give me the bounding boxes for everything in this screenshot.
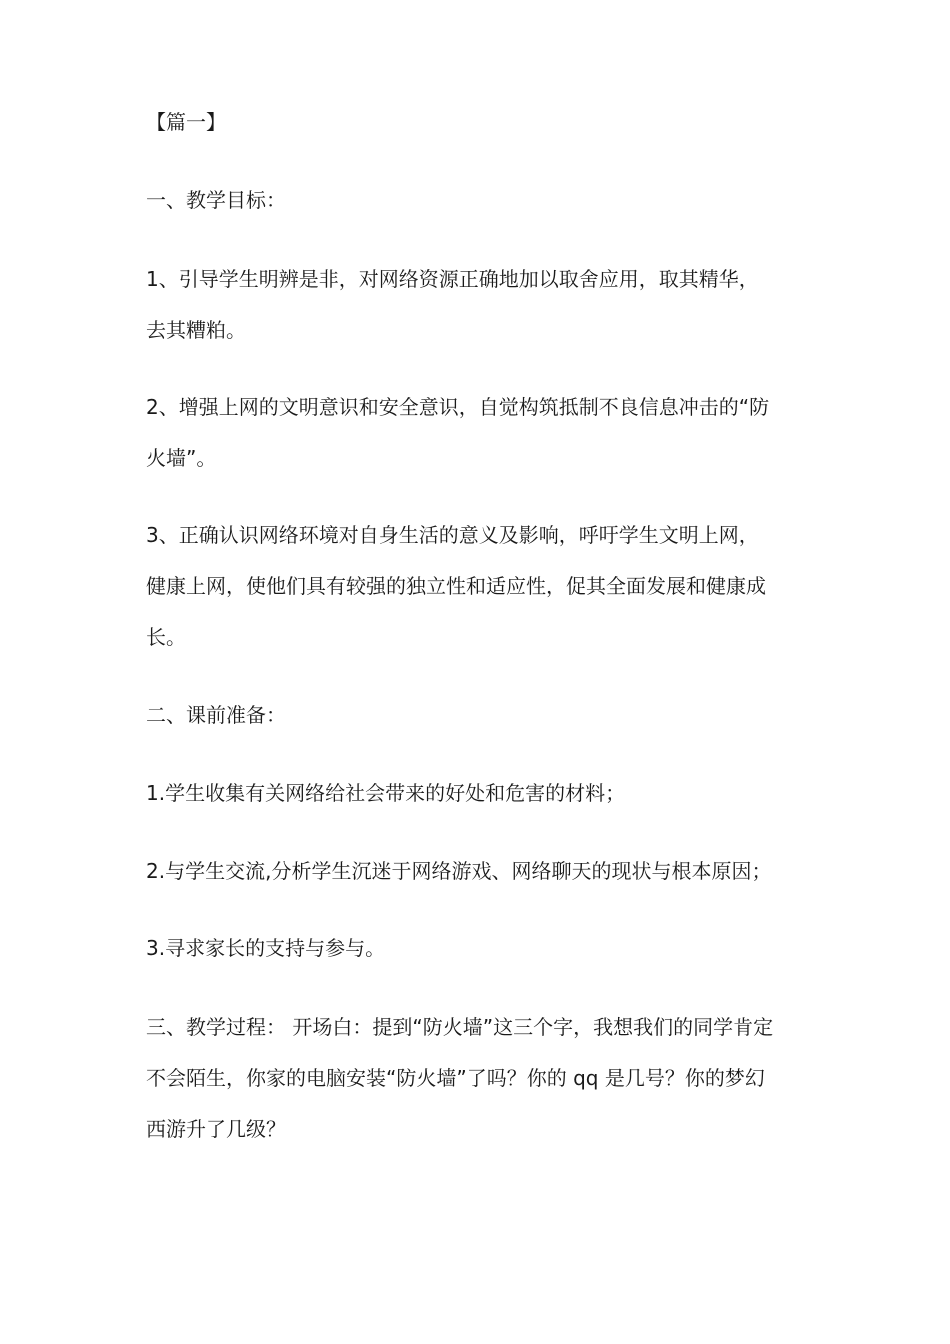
goal-2-line-1: 2、增强上网的文明意识和安全意识，自觉构筑抵制不良信息冲击的“防 (146, 395, 770, 419)
process-line-1: 三、教学过程： 开场白：提到“防火墙”这三个字，我想我们的同学肯定 (146, 1015, 774, 1039)
goal-3-line-3: 长。 (146, 625, 186, 649)
prep-3-text: 3.寻求家长的支持与参与。 (146, 936, 386, 960)
prep-heading (146, 690, 826, 741)
goal-1-line-1: 1、引导学生明辨是非，对网络资源正确地加以取舍应用，取其精华， (146, 267, 759, 291)
goal-2-line-2: 火墙”。 (146, 446, 217, 470)
prep-item-1 (146, 768, 826, 819)
process-line-3: 西游升了几级？ (146, 1117, 286, 1141)
prep-item-2 (146, 846, 826, 897)
goal-3-line-2: 健康上网，使他们具有较强的独立性和适应性，促其全面发展和健康成 (146, 574, 766, 598)
goal-3-line-1: 3、正确认识网络环境对自身生活的意义及影响，呼吁学生文明上网， (146, 523, 759, 547)
prep-1-text: 1.学生收集有关网络给社会带来的好处和危害的材料； (146, 781, 626, 805)
process-paragraph (146, 1002, 826, 1155)
goal-item-2 (146, 382, 826, 484)
prep-heading-text: 二、课前准备： (146, 703, 286, 727)
prep-2-text: 2.与学生交流,分析学生沉迷于网络游戏、网络聊天的现状与根本原因； (146, 859, 772, 883)
section-title (146, 97, 826, 148)
goals-heading (146, 175, 826, 226)
prep-item-3 (146, 923, 826, 974)
goal-item-1 (146, 254, 826, 356)
goal-1-line-2: 去其糟粕。 (146, 318, 246, 342)
goal-item-3 (146, 510, 826, 663)
process-line-2: 不会陌生，你家的电脑安装“防火墙”了吗？你的 qq 是几号？你的梦幻 (146, 1066, 765, 1090)
goals-heading-text: 一、教学目标： (146, 188, 286, 212)
section-title-text: 【篇一】 (146, 110, 226, 134)
